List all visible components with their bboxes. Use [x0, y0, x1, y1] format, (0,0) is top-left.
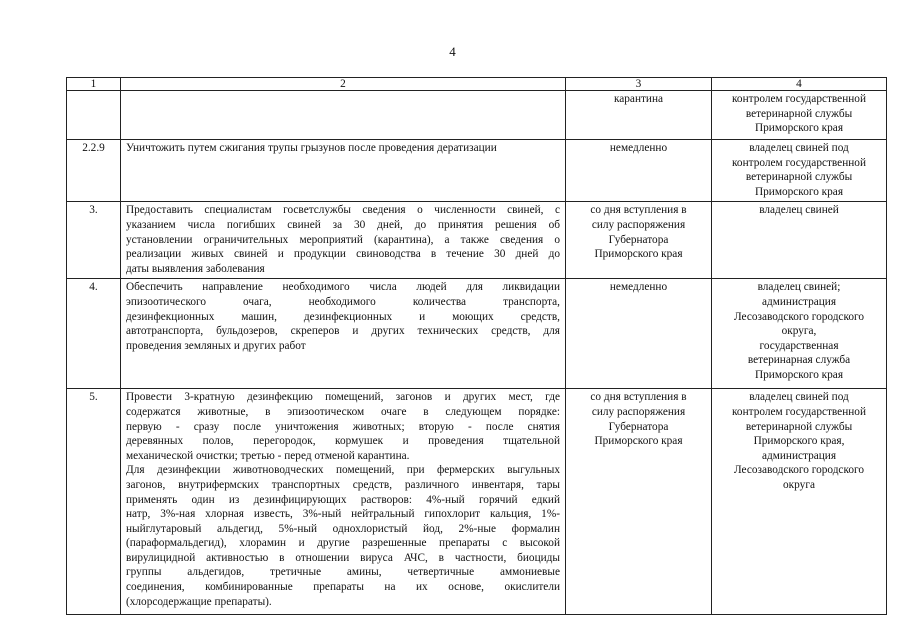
page-number: 4	[449, 44, 456, 59]
row-number	[67, 91, 121, 140]
row-number: 3.	[67, 202, 121, 279]
action-line: первую - сразу после уничтожения животных; вторую - после снятия	[126, 420, 560, 433]
responsible-line: Приморского края	[754, 368, 844, 381]
action-line: ныйглутаровый альдегид, 5%-ный однохлористый йод, 2%-ные формалин	[126, 522, 560, 535]
action-line: Предоставить специалистам госветслужбы сведения о численности свиней, с	[126, 204, 560, 217]
responsible-line: Лесозаводского городского	[733, 310, 865, 323]
responsible-line: Лесозаводского городского	[733, 464, 865, 477]
term-line: со дня вступления в	[590, 391, 687, 404]
row-responsible	[712, 202, 887, 279]
action-line: реализации живых свиней и продукции свиноводства в течение 30 дней до	[126, 248, 560, 261]
action-line: соединения, комбинированные препараты на их основе, окислители	[126, 581, 560, 594]
term-line: Губернатора	[608, 233, 669, 246]
term-line: силу распоряжения	[591, 405, 686, 418]
measures-table	[66, 77, 887, 615]
action-line: проведения земляных и других работ	[126, 339, 306, 352]
responsible-line: Приморского края	[754, 185, 844, 198]
responsible-line: администрация	[761, 295, 837, 308]
row-action	[121, 140, 566, 202]
row-term	[566, 389, 712, 615]
responsible-line: владелец свиней;	[757, 281, 841, 294]
row-term	[566, 202, 712, 279]
action-line: деревянных полов, перегородок, кормушек и проведения тщательной	[126, 435, 560, 448]
row-term	[566, 279, 712, 389]
action-line: Для дезинфекции животноводческих помещений, при фермерских выгульных	[126, 464, 560, 477]
responsible-line: ветеринарная служба	[747, 354, 851, 367]
row-term	[566, 140, 712, 202]
action-line: даты выявления заболевания	[126, 262, 265, 275]
action-line: эпизоотического очага, необходимого количества транспорта,	[126, 295, 560, 308]
row-action	[121, 91, 566, 140]
action-line: натр, 3%-ная хлорная известь, 3%-ный нейтральный гипохлорит кальция, 1%-	[126, 508, 560, 521]
responsible-line: администрация	[761, 449, 837, 462]
table-row	[67, 202, 887, 279]
action-line: Провести 3-кратную дезинфекцию помещений, загонов и других мест, где	[126, 391, 560, 404]
term-line: карантина	[613, 93, 664, 105]
responsible-line: контролем государственной	[732, 93, 866, 105]
table-header-row	[67, 78, 887, 91]
table-body	[67, 91, 887, 615]
row-action	[121, 279, 566, 389]
header-col-3: 3	[566, 78, 712, 91]
action-line: вирулицидной активностью в отношении вируса АЧС, в частности, биоциды	[126, 551, 560, 564]
responsible-line: владелец свиней	[759, 204, 839, 217]
responsible-line: Приморского края,	[753, 435, 845, 448]
action-line: (хлорсодержащие препараты).	[126, 595, 272, 608]
responsible-line: владелец свиней под	[749, 391, 849, 404]
responsible-line: владелец свиней под	[749, 142, 849, 154]
term-line: немедленно	[609, 281, 668, 294]
term-line: Приморского края	[594, 435, 683, 448]
term-line: Губернатора	[608, 420, 669, 433]
responsible-line: округа	[783, 478, 815, 491]
action-line: автотранспорта, бульдозеров, скреперов и других технических средств, для	[126, 325, 560, 338]
responsible-line: округа,	[781, 325, 817, 338]
table-row	[67, 91, 887, 140]
action-line: (параформальдегид), хлорамин и другие разрешенные препараты с высокой	[126, 537, 560, 550]
table-row	[67, 389, 887, 615]
row-action	[121, 202, 566, 279]
action-line: указанием числа погибших свиней за 30 дней, до принятия решения об	[126, 218, 560, 231]
term-line: со дня вступления в	[590, 204, 687, 217]
action-line: группы альдегидов, третичные амины, четвертичные аммониевые	[126, 566, 560, 579]
action-line: применять один из дезинфицирующих растворов: 4%-ный горячий едкий	[126, 493, 560, 506]
row-responsible	[712, 279, 887, 389]
responsible-line: ветеринарной службы	[745, 420, 853, 433]
responsible-line: контролем государственной	[732, 156, 866, 169]
action-line: Обеспечить направление необходимого числа людей для ликвидации	[126, 281, 560, 294]
action-line: загонов, внутрифермских транспортных средств, различного инвентаря, тары	[126, 478, 560, 491]
table-row	[67, 279, 887, 389]
action-line: механической очистки; третью - перед отменой карантина.	[126, 449, 410, 462]
header-col-1: 1	[67, 78, 121, 91]
responsible-line: ветеринарной службы	[745, 107, 853, 120]
action-line: дезинфекционных машин, дезинфекционных и моющих средств,	[126, 310, 560, 323]
term-line: Приморского края	[594, 248, 683, 261]
action-line: содержатся животные, в эпизоотическом очаге в следующем порядке:	[126, 405, 560, 418]
action-line: Уничтожить путем сжигания трупы грызунов после проведения дератизации	[126, 142, 497, 154]
header-col-4: 4	[712, 78, 887, 91]
header-col-2: 2	[121, 78, 566, 91]
row-number: 4.	[67, 279, 121, 389]
table-row	[67, 140, 887, 202]
row-responsible	[712, 140, 887, 202]
responsible-line: контролем государственной	[732, 405, 866, 418]
row-number: 2.2.9	[67, 140, 121, 202]
responsible-line: ветеринарной службы	[745, 171, 853, 184]
row-number: 5.	[67, 389, 121, 615]
row-responsible	[712, 91, 887, 140]
responsible-line: государственная	[759, 339, 839, 352]
action-line: установлении ограничительных мероприятий (карантина), а также сведения о	[126, 233, 560, 246]
row-action	[121, 389, 566, 615]
row-term	[566, 91, 712, 140]
term-line: немедленно	[609, 142, 668, 154]
term-line: силу распоряжения	[591, 218, 686, 231]
row-responsible	[712, 389, 887, 615]
responsible-line: Приморского края	[754, 122, 844, 135]
